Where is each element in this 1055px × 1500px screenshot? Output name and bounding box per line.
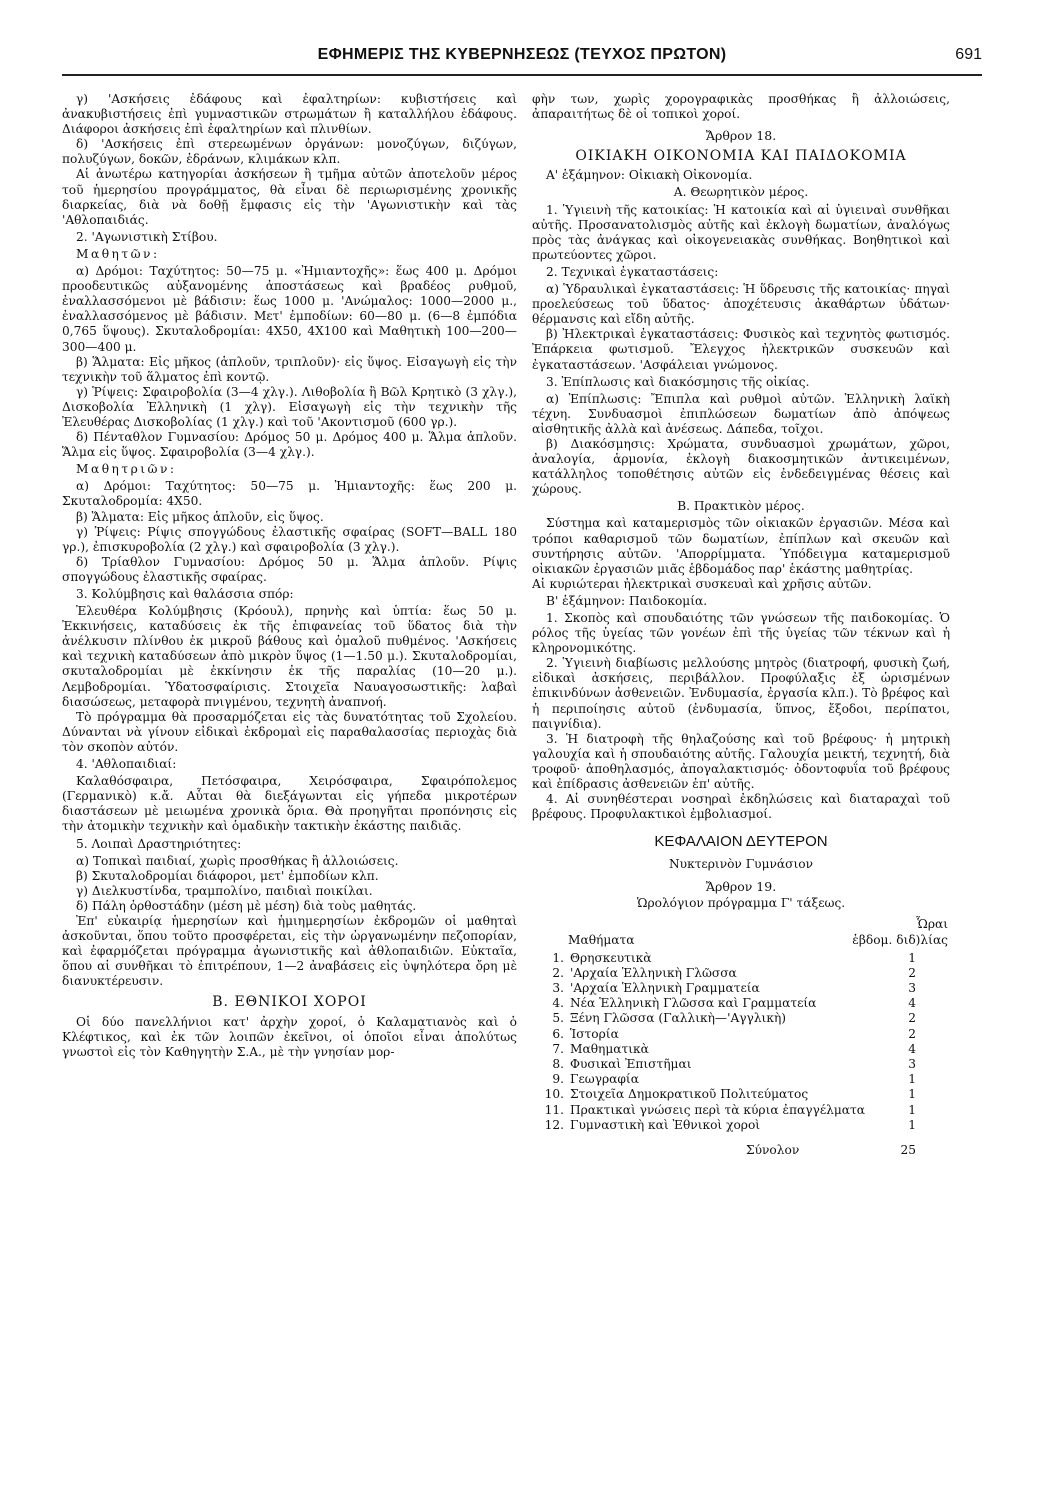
paragraph: β) Ἠλεκτρικαὶ ἐγκαταστάσεις: Φυσικὸς καὶ τεχνητὸς φωτισμός. Ἐπάρκεια φωτισμοῦ. Ἔλεγχος ἠλεκτρικῶν συσκευῶν καὶ ἐγκαταστάσεων. 'Ασφάλειαι γνώμονος. bbox=[532, 327, 950, 372]
row-subject: 'Αρχαία Ἑλληνικὴ Γραμματεία bbox=[570, 981, 760, 996]
paragraph: 1. Ὑγιεινὴ τῆς κατοικίας: Ἡ κατοικία καὶ αἱ ὑγιειναὶ συνθῆκαι αὐτῆς. Προσανατολισμὸς αὐτῆς καὶ ἐκλογὴ δωματίων, ἀναλόγως πρὸς τὰς ἀνάγκας καὶ οἰκογενειακὰς συνθήκας. Βοηθητικοὶ καὶ πρωτεύοντες χῶροι. bbox=[532, 202, 950, 262]
table-row bbox=[532, 1103, 950, 1118]
row-number: 1. bbox=[552, 950, 564, 965]
paragraph: α) Δρόμοι: Ταχύτητος: 50—75 μ. Ἠμιαντοχῆς: ἕως 200 μ. Σκυταλοδρομία: 4Χ50. bbox=[62, 479, 517, 509]
table-row bbox=[532, 1072, 950, 1087]
right-column bbox=[532, 92, 950, 1165]
table-header bbox=[532, 917, 950, 951]
row-number: 3. bbox=[552, 981, 564, 996]
row-number: 11. bbox=[544, 1102, 564, 1117]
section-heading: 5. Λοιπαὶ Δραστηριότητες: bbox=[76, 836, 242, 851]
table-row bbox=[532, 981, 950, 996]
row-hours: 2 bbox=[908, 1011, 916, 1026]
paragraph: β) Ἅλματα: Εἰς μῆκος ἁπλοῦν, εἰς ὕψος. bbox=[76, 509, 324, 524]
table-row bbox=[532, 996, 950, 1011]
article-title: ΟΙΚΙΑΚΗ ΟΙΚΟΝΟΜΙΑ ΚΑΙ ΠΑΙΔΟΚΟΜΙΑ bbox=[575, 148, 907, 165]
row-number: 5. bbox=[552, 1011, 564, 1026]
paragraph: 2. Ὑγιεινὴ διαβίωσις μελλούσης μητρὸς (διατροφή, φυσικὴ ζωή, εἰδικαὶ ἀσκήσεις, περιβάλλον. Προφύλαξις ἐξ ὡρισμένων ἐπικινδύνων ἀσθενειῶν. Ἐνδυμασία, ἐργασία κλπ.). Τὸ βρέφος καὶ ἡ περιποίησις αὐτοῦ (ἐνδυμασία, ὕπνος, ἔξοδοι, περίπατοι, παιγνίδια). bbox=[532, 656, 950, 731]
section-heading: 3. Κολύμβησις καὶ θαλάσσια σπόρ: bbox=[76, 587, 294, 601]
table-row bbox=[532, 1057, 950, 1072]
row-hours: 1 bbox=[908, 950, 916, 965]
row-hours: 1 bbox=[908, 1102, 916, 1117]
column-header-hours: Ὧραι bbox=[916, 916, 948, 931]
paragraph: δ) Πένταθλον Γυμνασίου: Δρόμος 50 μ. Δρόμος 400 μ. Ἅλμα ἁπλοῦν. Ἅλμα εἰς ὕψος. Σφαιροβολία (3—4 χλγ.). bbox=[62, 430, 517, 460]
table-row bbox=[532, 1087, 950, 1102]
subsection-heading: Μαθητριῶν: bbox=[76, 462, 177, 477]
table-row bbox=[532, 966, 950, 981]
paragraph: Ἐλευθέρα Κολύμβησις (Κρόουλ), πρηνὴς καὶ ὑπτία: ἕως 50 μ. Ἐκκινήσεις, καταδύσεις ἐκ τῆς ἐπιφανείας τοῦ ὕδατος διὰ τὴν ἀνέλκυσιν πλίνθου ἐκ μικροῦ βάθους καὶ ὁμαλοῦ πυθμένος. 'Ασκήσεις καὶ τεχνικὴ καταδύσεων ἀπὸ μικρὸν ὕψος (1—1.50 μ.). Σκυταλοδρομίαι, σκυταλοδρομίαι μὲ ἐκκίνησιν ἐκ τῆς παραλίας (10—20 μ.). Λεμβοδρομίαι. Ὑδατοσφαίρισις. Στοιχεῖα Ναυαγοσωστικῆς: λαβαὶ διασώσεως, μεταφορὰ πνιγμένου, τεχνητὴ ἀναπνοή. bbox=[62, 604, 517, 709]
paragraph: δ) Τρίαθλον Γυμνασίου: Δρόμος 50 μ. Ἅλμα ἁπλοῦν. Ρίψις σπογγώδους ἐλαστικῆς σφαίρας. bbox=[62, 554, 517, 584]
article-number: Ἄρθρον 18. bbox=[705, 128, 777, 144]
paragraph: β) Διακόσμησις: Χρώματα, συνδυασμοὶ χρωμάτων, χῶροι, ἀναλογία, ἁρμονία, ἐκλογὴ διακοσμητικῶν ἀντικειμένων, κατάλληλος τοποθέτησις αὐτῶν εἰς ἐνδεδειγμένας θέσεις καὶ χώρους. bbox=[532, 436, 950, 497]
row-number: 2. bbox=[552, 965, 564, 980]
subsection-heading: 2. Τεχνικαὶ ἐγκαταστάσεις: bbox=[546, 264, 719, 279]
page-number: 691 bbox=[955, 46, 982, 63]
row-subject: Ἱστορία bbox=[570, 1026, 619, 1041]
row-number: 10. bbox=[544, 1087, 564, 1102]
row-subject: Μαθηματικὰ bbox=[570, 1041, 649, 1056]
paragraph: Αἱ ἀνωτέρω κατηγορίαι ἀσκήσεων ἢ τμῆμα αὐτῶν ἀποτελοῦν μέρος τοῦ ἡμερησίου προγράμματος, θὰ εἶναι δὲ περιωρισμένης χρονικῆς διαρκείας, διὰ νὰ δοθῇ ἔμφασις εἰς τὴν 'Αγωνιστικὴν καὶ τὰς 'Αθλοπαιδιάς. bbox=[62, 167, 517, 227]
article-number: Ἄρθρον 19. bbox=[705, 878, 777, 894]
row-hours: 2 bbox=[908, 1026, 916, 1041]
row-hours: 1 bbox=[908, 1117, 916, 1132]
section-heading: 2. 'Αγωνιστικὴ Στίβου. bbox=[76, 229, 218, 244]
list-item: γ) Διελκυστίνδα, τραμπολίνο, παιδιαὶ ποικίλαι. bbox=[76, 883, 373, 898]
section-title: Β. ΕΘΝΙΚΟΙ ΧΟΡΟΙ bbox=[212, 994, 367, 1011]
gazette-title: ΕΦΗΜΕΡΙΣ ΤΗΣ ΚΥΒΕΡΝΗΣΕΩΣ (ΤΕΥΧΟΣ ΠΡΩΤΟΝ) bbox=[317, 46, 727, 63]
row-subject: Γυμναστικὴ καὶ Ἐθνικοὶ χοροὶ bbox=[570, 1117, 761, 1132]
row-hours: 1 bbox=[908, 1072, 916, 1087]
list-item: β) Σκυταλοδρομίαι διάφοροι, μετ' ἐμποδίων κλπ. bbox=[76, 868, 379, 883]
paragraph: Σύστημα καὶ καταμερισμὸς τῶν οἰκιακῶν ἐργασιῶν. Μέσα καὶ τρόποι καθαρισμοῦ τῶν δωματίων, ἐπίπλων καὶ σκευῶν καὶ συντήρησις αὐτῶν. 'Απορρίμματα. Ὑπόδειγμα καταμερισμοῦ οἰκιακῶν ἐργασιῶν μιᾶς ἑβδομάδος παρ' ἑκάστης μαθητρίας. bbox=[532, 516, 950, 576]
paragraph: Τὸ πρόγραμμα θὰ προσαρμόζεται εἰς τὰς δυνατότητας τοῦ Σχολείου. Δύνανται νὰ γίνουν εἰδικαὶ ἐκδρομαὶ εἰς παραθαλασσίας περιοχὰς διὰ τὸν σκοπὸν αὐτόν. bbox=[62, 709, 517, 754]
row-subject: Πρακτικαὶ γνώσεις περὶ τὰ κύρια ἐπαγγέλματα bbox=[570, 1102, 865, 1117]
row-subject: Ξένη Γλῶσσα (Γαλλικὴ—'Αγγλικὴ) bbox=[570, 1011, 787, 1026]
paragraph: δ) 'Ασκήσεις ἐπὶ στερεωμένων ὀργάνων: μονοζύγων, διζύγων, πολυζύγων, δοκῶν, ἑδράνων, κλιμάκων κλπ. bbox=[62, 137, 517, 167]
row-hours: 1 bbox=[908, 1087, 916, 1102]
paragraph: 3. Ἡ διατροφὴ τῆς θηλαζούσης καὶ τοῦ βρέφους· ἡ μητρικὴ γαλουχία καὶ ἡ σπουδαιότης αὐτῆς. Γαλουχία μεικτή, τεχνητή, διὰ τροφοῦ· ἀποθηλασμός, ἀπογαλακτισμός· ὀδοντοφυΐα τοῦ βρέφους καὶ ἐπίδρασις ἀσθενειῶν ἐπ' αὐτῆς. bbox=[532, 731, 950, 792]
left-column bbox=[62, 92, 517, 1060]
subsection-heading: Β. Πρακτικὸν μέρος. bbox=[677, 499, 805, 514]
table-row bbox=[532, 951, 950, 966]
paragraph: α) Ἐπίπλωσις: Ἔπιπλα καὶ ρυθμοὶ αὐτῶν. Ἑλληνικὴ λαϊκὴ τέχνη. Συνδυασμοὶ ἐπιπλώσεων δωματίων ἀπὸ ἀπόψεως αἰσθητικῆς ἀλλὰ καὶ ἀνέσεως. Δάπεδα, τοῖχοι. bbox=[532, 391, 950, 436]
paragraph: γ) Ῥίψεις: Σφαιροβολία (3—4 χλγ.). Λιθοβολία ἢ Βῶλ Κρητικὸ (3 χλγ.), Δισκοβολία Ἑλληνικὴ (1 χλγ). Εἰσαγωγὴ εἰς τὴν τεχνικὴν τῆς Ἐλευθέρας Δισκοβολίας (1 χλγ.) καὶ τοῦ 'Ακοντισμοῦ (600 γρ.). bbox=[62, 384, 517, 429]
row-hours: 4 bbox=[908, 1041, 916, 1056]
table-row bbox=[532, 1027, 950, 1042]
row-hours: 3 bbox=[908, 1057, 916, 1071]
row-hours: 4 bbox=[908, 996, 916, 1011]
table-row bbox=[532, 1011, 950, 1026]
row-number: 9. bbox=[552, 1072, 564, 1087]
paragraph: φὴν των, χωρὶς χορογραφικὰς προσθήκας ἢ ἀλλοιώσεις, ἀπαραιτήτως δὲ οἱ τοπικοὶ χοροί. bbox=[532, 92, 950, 122]
row-number: 8. bbox=[552, 1057, 564, 1071]
paragraph: 4. Αἱ συνηθέστεραι νοσηραὶ ἐκδηλώσεις καὶ διαταραχαὶ τοῦ βρέφους. Προφυλακτικοὶ ἐμβολιασμοί. bbox=[532, 792, 950, 822]
list-item: δ) Πάλη ὀρθοστάδην (μέση μὲ μέση) διὰ τοὺς μαθητάς. bbox=[76, 898, 417, 913]
row-subject: Νέα Ἑλληνικὴ Γλῶσσα καὶ Γραμματεία bbox=[570, 996, 817, 1011]
schedule-title: Ὡρολόγιον πρόγραμμα Γ' τάξεως. bbox=[636, 895, 846, 910]
subsection-heading: Α. Θεωρητικὸν μέρος. bbox=[673, 185, 809, 200]
table-total-row bbox=[532, 1143, 950, 1165]
table-row bbox=[532, 1042, 950, 1057]
list-item: α) Τοπικαὶ παιδιαί, χωρὶς προσθήκας ἢ ἀλλοιώσεις. bbox=[76, 853, 399, 868]
row-subject: Φυσικαὶ Ἐπιστῆμαι bbox=[570, 1057, 692, 1071]
night-gymnasium-heading: Νυκτερινὸν Γυμνάσιον bbox=[669, 857, 813, 872]
paragraph: γ) 'Ασκήσεις ἐδάφους καὶ ἐφαλτηρίων: κυβιστήσεις καὶ ἀνακυβιστήσεις ἐπὶ γυμναστικῶν στρωμάτων ἢ καταλλήλου ἐδάφους. Διάφοροι ἀσκήσεις ἐπὶ ἐφαλτηρίων καὶ πλινθίων. bbox=[62, 92, 517, 137]
paragraph: γ) Ῥίψεις: Ρίψις σπογγώδους ἐλαστικῆς σφαίρας (SOFT—BALL 180 γρ.), ἐπισκυροβολία (2 χλγ.) καὶ σφαιροβολία (3 χλγ.). bbox=[62, 524, 517, 554]
section-heading: 4. 'Αθλοπαιδιαί: bbox=[76, 757, 177, 772]
paragraph: α) Ὑδραυλικαὶ ἐγκαταστάσεις: Ἡ ὕδρευσις τῆς κατοικίας· πηγαὶ προελεύσεως τοῦ ὕδατος· ἀποχέτευσις ἀκαθάρτων ὑδάτων· θέρμανσις καὶ εἴδη αὐτῆς. bbox=[532, 282, 950, 327]
row-number: 7. bbox=[552, 1041, 564, 1056]
column-header-subject: Μαθήματα bbox=[568, 932, 635, 947]
row-subject: 'Αρχαία Ἑλληνικὴ Γλῶσσα bbox=[570, 965, 737, 980]
total-value: 25 bbox=[900, 1142, 916, 1157]
paragraph: 1. Σκοπὸς καὶ σπουδαιότης τῶν γνώσεων τῆς παιδοκομίας. Ὁ ρόλος τῆς ὑγείας τῶν γονέων ἐπὶ τῆς ὑγείας τῶν τέκνων καὶ ἡ κληρονομικότης. bbox=[532, 611, 950, 656]
total-label: Σύνολον bbox=[746, 1142, 800, 1157]
row-subject: Στοιχεῖα Δημοκρατικοῦ Πολιτεύματος bbox=[570, 1087, 809, 1102]
subsection-heading: Β' ἑξάμηνον: Παιδοκομία. bbox=[546, 593, 708, 608]
row-number: 4. bbox=[552, 996, 564, 1011]
paragraph: α) Δρόμοι: Ταχύτητος: 50—75 μ. «Ἠμιαντοχῆς»: ἕως 400 μ. Δρόμοι προοδευτικῶς αὐξανομένης ἀποστάσεως καὶ βραδέος ρυθμοῦ, ἐναλλασσόμενοι μὲ βάδισιν: ἕως 1000 μ. 'Ανώμαλος: 1000—2000 μ., ἐναλλασσόμενος μὲ βάδισιν. Μετ' ἐμποδίων: 60—80 μ. (6—8 ἐμπόδια 0,765 ὕψους). Σκυταλοδρομίαι: 4Χ50, 4Χ100 καὶ Μαθητικὴ 100—200—300—400 μ. bbox=[62, 264, 517, 354]
paragraph: Οἱ δύο πανελλήνιοι κατ' ἀρχὴν χοροί, ὁ Καλαματιανὸς καὶ ὁ Κλέφτικος, καὶ ἐκ τῶν λοιπῶν ἐκεῖνοι, οἱ ὁποῖοι εἶναι ἀπολύτως γνωστοὶ εἰς τὸν Καθηγητὴν Σ.Α., μὲ τὴν γνησίαν μορ- bbox=[62, 1014, 517, 1059]
column-header-hours-sub: ἑβδομ. διδ)λίας bbox=[852, 932, 948, 947]
subsection-heading: Α' ἑξάμηνον: Οἰκιακὴ Οἰκονομία. bbox=[546, 168, 753, 183]
row-subject: Θρησκευτικὰ bbox=[570, 950, 652, 965]
paragraph: Ἐπ' εὐκαιρίᾳ ἡμερησίων καὶ ἡμιημερησίων ἐκδρομῶν οἱ μαθηταὶ ἀσκοῦνται, ὅπου τοῦτο προσφέρεται, εἰς τὴν ὠργανωμένην πεζοπορίαν, καὶ ἐφαρμόζεται πρόγραμμα ἀγωνιστικῆς καὶ ἀθλοπαιδιῶν. Εὐκταῖα, ὅπου αἱ συνθῆκαι τὸ ἐπιτρέπουν, 1—2 ἀναβάσεις εἰς ὑψηλότερα ὄρη μὲ διανυκτέρευσιν. bbox=[62, 913, 517, 989]
chapter-title: ΚΕΦΑΛΑΙΟΝ ΔΕΥΤΕΡΟΝ bbox=[654, 833, 828, 851]
table-row bbox=[532, 1118, 950, 1133]
paragraph: Αἱ κυριώτεραι ἠλεκτρικαὶ συσκευαὶ καὶ χρῆσις αὐτῶν. bbox=[532, 576, 872, 591]
subsection-heading: Μαθητῶν: bbox=[76, 246, 160, 261]
row-number: 12. bbox=[544, 1117, 564, 1132]
page-header bbox=[62, 40, 982, 76]
row-hours: 3 bbox=[908, 981, 916, 996]
paragraph: β) Ἅλματα: Εἰς μῆκος (ἁπλοῦν, τριπλοῦν)· εἰς ὕψος. Εἰσαγωγὴ εἰς τὴν τεχνικὴν τοῦ ἅλματος ἐπὶ κοντῷ. bbox=[62, 354, 517, 384]
row-number: 6. bbox=[552, 1026, 564, 1041]
subsection-heading: 3. Ἐπίπλωσις καὶ διακόσμησις τῆς οἰκίας. bbox=[546, 374, 810, 389]
schedule-table bbox=[532, 917, 950, 1165]
paragraph: Καλαθόσφαιρα, Πετόσφαιρα, Χειρόσφαιρα, Σφαιρόπολεμος (Γερμανικὸ) κ.ἄ. Αὗται θὰ διεξάγωνται εἰς γήπεδα μικροτέρων διαστάσεων μὲ μειωμένα χρονικὰ ὅρια. Θὰ προηγῆται προπόνησις εἰς τὴν ἀτομικὴν τεχνικὴν καὶ ὁμαδικὴν τακτικὴν ἑκάστης παιδιᾶς. bbox=[62, 774, 517, 834]
row-hours: 2 bbox=[908, 965, 916, 980]
row-subject: Γεωγραφία bbox=[570, 1072, 639, 1087]
